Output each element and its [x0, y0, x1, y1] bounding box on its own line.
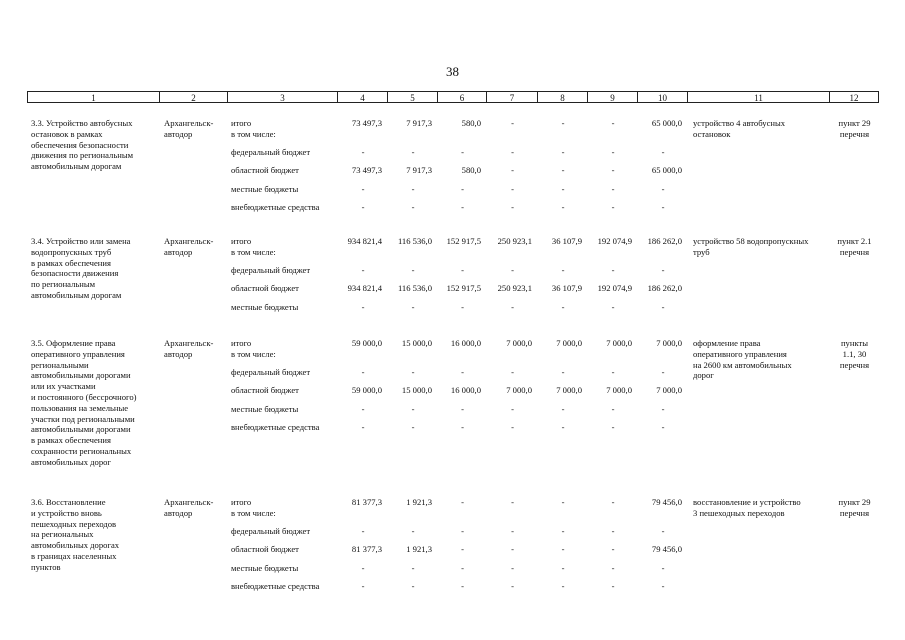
reference-line: пункт 29	[838, 497, 871, 507]
value-cell: -	[361, 422, 365, 432]
value-cell: -	[461, 563, 464, 573]
measure-name-line: автомобильным дорогам	[31, 161, 122, 172]
funding-source-label: внебюджетные средства	[231, 202, 320, 212]
executor-line: Архангельск-	[164, 236, 214, 246]
funding-source-label: областной бюджет	[231, 165, 299, 175]
value-cell: 152 917,5	[446, 283, 481, 293]
value-cell: -	[661, 563, 665, 573]
result-line: устройство 58 водопропускных	[693, 236, 809, 246]
value-cell: -	[411, 302, 415, 312]
value-cell: 7 000,0	[556, 385, 582, 395]
executor-line: Архангельск-	[164, 497, 214, 507]
value-cell: -	[611, 422, 615, 432]
value-cell: -	[411, 202, 415, 212]
value-cell: 7 000,0	[506, 385, 532, 395]
value-cell: 7 000,0	[556, 338, 582, 348]
value-cell: -	[661, 202, 665, 212]
value-cell: 65 000,0	[651, 118, 682, 128]
column-header-1: 1	[27, 91, 160, 103]
measure-name-line: 3.4. Устройство или замена	[31, 236, 131, 246]
measure-name-line: обеспечения безопасности	[31, 139, 129, 150]
value-cell: -	[561, 202, 565, 212]
value-cell: -	[461, 302, 464, 312]
value-cell: -	[411, 184, 415, 194]
column-header-6: 6	[438, 91, 487, 103]
funding-source-label: федеральный бюджет	[231, 526, 311, 536]
value-cell: -	[361, 147, 365, 157]
value-cell: -	[461, 497, 464, 507]
value-cell: 7 000,0	[506, 338, 532, 348]
funding-source-label: в том числе:	[231, 128, 276, 139]
result-line: дорог	[693, 370, 714, 381]
value-cell: -	[361, 302, 365, 312]
measure-name-line: и устройство вновь	[31, 507, 102, 518]
result-line: восстановление и устройство	[693, 497, 801, 507]
funding-source-label: федеральный бюджет	[231, 147, 311, 157]
reference-line: перечня	[839, 246, 870, 257]
value-cell: -	[411, 367, 415, 377]
column-header-2: 2	[160, 91, 228, 103]
value-cell: -	[461, 581, 464, 591]
column-header-4: 4	[338, 91, 388, 103]
measure-name-line: пешеходных переходов	[31, 518, 117, 529]
value-cell: -	[611, 367, 615, 377]
column-header-8: 8	[538, 91, 588, 103]
value-cell: -	[511, 147, 514, 157]
result-line: труб	[693, 246, 710, 257]
executor-line: автодор	[164, 128, 193, 139]
measure-name-line: автомобильным дорогам	[31, 290, 122, 300]
value-cell: 116 536,0	[397, 236, 432, 246]
value-cell: -	[661, 184, 665, 194]
result-line: остановок	[693, 128, 731, 139]
value-cell: 250 923,1	[497, 236, 532, 246]
value-cell: 7 000,0	[606, 385, 632, 395]
value-cell: -	[461, 526, 464, 536]
result-line: на 2600 км автомобильных	[693, 359, 792, 370]
measure-name-line: или их участками	[31, 381, 96, 392]
value-cell: -	[661, 367, 665, 377]
column-header-3: 3	[228, 91, 338, 103]
value-cell: -	[511, 563, 514, 573]
measure-name-line: сохранности региональных	[31, 446, 132, 456]
value-cell: -	[361, 404, 365, 414]
funding-source-label: итого	[231, 118, 252, 128]
value-cell: -	[661, 526, 665, 536]
reference-line: перечня	[839, 128, 870, 139]
value-cell: 192 074,9	[597, 283, 632, 293]
reference-line: перечня	[839, 359, 870, 370]
measure-name-line: движения по региональным	[31, 150, 134, 161]
value-cell: -	[361, 367, 365, 377]
funding-source-label: федеральный бюджет	[231, 265, 311, 275]
value-cell: 15 000,0	[401, 385, 432, 395]
value-cell: -	[611, 404, 615, 414]
value-cell: 7 000,0	[606, 338, 632, 348]
value-cell: 59 000,0	[351, 338, 382, 348]
value-cell: 192 074,9	[597, 236, 632, 246]
measure-name-line: остановок в рамках	[31, 128, 103, 139]
funding-source-label: в том числе:	[231, 246, 276, 257]
value-cell: 934 821,4	[347, 236, 382, 246]
value-cell: 1 921,3	[406, 497, 432, 507]
funding-source-label: местные бюджеты	[231, 563, 299, 573]
value-cell: -	[611, 581, 615, 591]
value-cell: 7 000,0	[656, 385, 682, 395]
value-cell: -	[561, 184, 565, 194]
value-cell: -	[511, 184, 514, 194]
column-header-12: 12	[830, 91, 879, 103]
value-cell: -	[511, 404, 514, 414]
value-cell: 16 000,0	[450, 338, 481, 348]
value-cell: 1 921,3	[406, 544, 432, 554]
value-cell: -	[611, 202, 615, 212]
value-cell: 79 456,0	[651, 544, 682, 554]
value-cell: 81 377,3	[351, 497, 382, 507]
value-cell: -	[411, 526, 415, 536]
value-cell: -	[461, 184, 464, 194]
value-cell: -	[611, 563, 615, 573]
funding-source-label: внебюджетные средства	[231, 422, 320, 432]
value-cell: -	[361, 184, 365, 194]
value-cell: -	[511, 165, 514, 175]
measure-name-line: оперативного управления	[31, 348, 125, 359]
value-cell: 580,0	[461, 118, 481, 128]
result-line: устройство 4 автобусных	[693, 118, 786, 128]
value-cell: 81 377,3	[351, 544, 382, 554]
measure-name-line: автомобильных дорог	[31, 456, 111, 467]
value-cell: -	[611, 184, 615, 194]
page-number: 38	[446, 64, 459, 79]
value-cell: -	[511, 302, 514, 312]
executor-line: автодор	[164, 246, 193, 257]
funding-source-label: областной бюджет	[231, 544, 299, 554]
value-cell: 59 000,0	[351, 385, 382, 395]
funding-source-label: итого	[231, 236, 252, 246]
value-cell: -	[661, 147, 665, 157]
funding-source-label: областной бюджет	[231, 385, 299, 395]
measure-name-line: 3.3. Устройство автобусных	[31, 118, 133, 128]
measure-name-line: в рамках обеспечения	[31, 435, 111, 446]
value-cell: -	[461, 544, 464, 554]
funding-source-label: федеральный бюджет	[231, 367, 311, 377]
value-cell: -	[461, 265, 464, 275]
value-cell: 152 917,5	[446, 236, 481, 246]
value-cell: -	[461, 422, 464, 432]
value-cell: -	[611, 118, 615, 128]
reference-line: пункт 29	[838, 118, 871, 128]
value-cell: -	[361, 526, 365, 536]
executor-line: Архангельск-	[164, 118, 214, 128]
value-cell: 15 000,0	[401, 338, 432, 348]
value-cell: 65 000,0	[651, 165, 682, 175]
value-cell: -	[561, 404, 565, 414]
funding-source-label: местные бюджеты	[231, 404, 299, 414]
value-cell: 186 262,0	[647, 283, 682, 293]
funding-source-label: внебюджетные средства	[231, 581, 320, 591]
measure-name-line: региональными	[31, 359, 89, 370]
value-cell: -	[511, 118, 514, 128]
measure-name-line: пунктов	[31, 561, 61, 572]
measure-name-line: 3.5. Оформление права	[31, 338, 116, 348]
value-cell: 186 262,0	[647, 236, 682, 246]
measure-name-line: участки под региональными	[31, 413, 135, 424]
column-header-10: 10	[638, 91, 688, 103]
value-cell: -	[411, 147, 415, 157]
measure-name-line: автомобильными дорогами	[31, 370, 131, 381]
value-cell: -	[561, 302, 565, 312]
value-cell: 7 000,0	[656, 338, 682, 348]
value-cell: -	[561, 581, 565, 591]
value-cell: -	[461, 404, 464, 414]
value-cell: -	[661, 581, 665, 591]
value-cell: 16 000,0	[450, 385, 481, 395]
measure-name-line: пользования на земельные	[31, 402, 129, 413]
value-cell: -	[561, 118, 565, 128]
value-cell: -	[661, 422, 665, 432]
funding-source-label: местные бюджеты	[231, 184, 299, 194]
funding-source-label: итого	[231, 338, 252, 348]
value-cell: 7 917,3	[406, 165, 432, 175]
value-cell: -	[411, 265, 415, 275]
value-cell: -	[611, 497, 615, 507]
value-cell: -	[661, 265, 665, 275]
value-cell: 73 497,3	[351, 165, 382, 175]
value-cell: 73 497,3	[351, 118, 382, 128]
value-cell: -	[561, 544, 565, 554]
result-line: 3 пешеходных переходов	[693, 507, 785, 518]
value-cell: -	[611, 165, 615, 175]
value-cell: -	[611, 302, 615, 312]
value-cell: 580,0	[461, 165, 481, 175]
measure-name-line: водопропускных труб	[31, 246, 112, 257]
measure-name-line: автомобильными дорогами	[31, 424, 131, 435]
value-cell: -	[561, 497, 565, 507]
value-cell: -	[561, 147, 565, 157]
measure-name-line: на региональных	[31, 529, 94, 540]
measure-name-line: в рамках обеспечения	[31, 257, 111, 268]
measure-name-line: в границах населенных	[31, 551, 117, 561]
funding-source-label: местные бюджеты	[231, 302, 299, 312]
reference-line: пункт 2.1	[837, 236, 872, 246]
value-cell: -	[561, 563, 565, 573]
value-cell: -	[511, 497, 514, 507]
executor-line: автодор	[164, 348, 193, 359]
value-cell: -	[511, 367, 514, 377]
value-cell: -	[611, 147, 615, 157]
reference-line: 1.1, 30	[842, 348, 867, 359]
value-cell: -	[511, 422, 514, 432]
value-cell: -	[461, 367, 464, 377]
value-cell: -	[361, 581, 365, 591]
value-cell: -	[511, 265, 514, 275]
column-header-7: 7	[487, 91, 538, 103]
funding-source-label: в том числе:	[231, 507, 276, 518]
value-cell: -	[411, 422, 415, 432]
value-cell: -	[661, 302, 665, 312]
value-cell: -	[361, 563, 365, 573]
value-cell: -	[411, 581, 415, 591]
value-cell: -	[561, 265, 565, 275]
value-cell: 36 107,9	[551, 283, 582, 293]
executor-line: Архангельск-	[164, 338, 214, 348]
measure-name-line: 3.6. Восстановление	[31, 497, 106, 507]
column-header-5: 5	[388, 91, 438, 103]
measure-name-line: автомобильных дорогах	[31, 540, 120, 551]
value-cell: -	[411, 404, 415, 414]
value-cell: -	[461, 147, 464, 157]
value-cell: -	[561, 526, 565, 536]
value-cell: 7 917,3	[406, 118, 432, 128]
measure-name-line: по региональным	[31, 279, 96, 290]
value-cell: -	[611, 544, 615, 554]
column-header-11: 11	[688, 91, 830, 103]
value-cell: -	[561, 165, 565, 175]
value-cell: 116 536,0	[397, 283, 432, 293]
value-cell: -	[361, 265, 365, 275]
value-cell: -	[611, 265, 615, 275]
value-cell: 36 107,9	[551, 236, 582, 246]
column-header-9: 9	[588, 91, 638, 103]
reference-line: перечня	[839, 507, 870, 518]
value-cell: -	[511, 202, 514, 212]
value-cell: -	[511, 526, 514, 536]
funding-source-label: итого	[231, 497, 252, 507]
value-cell: -	[561, 367, 565, 377]
executor-line: автодор	[164, 507, 193, 518]
result-line: оформление права	[693, 338, 761, 348]
value-cell: -	[511, 581, 514, 591]
value-cell: -	[611, 526, 615, 536]
value-cell: -	[511, 544, 514, 554]
reference-line: пункты	[840, 338, 869, 348]
measure-name-line: безопасности движения	[31, 268, 119, 279]
value-cell: -	[461, 202, 464, 212]
value-cell: -	[661, 404, 665, 414]
value-cell: -	[411, 563, 415, 573]
value-cell: -	[361, 202, 365, 212]
measure-name-line: и постоянного (бессрочного)	[31, 392, 137, 402]
value-cell: -	[561, 422, 565, 432]
funding-source-label: в том числе:	[231, 348, 276, 359]
value-cell: 79 456,0	[651, 497, 682, 507]
result-line: оперативного управления	[693, 348, 787, 359]
value-cell: 250 923,1	[497, 283, 532, 293]
value-cell: 934 821,4	[347, 283, 382, 293]
funding-source-label: областной бюджет	[231, 283, 299, 293]
